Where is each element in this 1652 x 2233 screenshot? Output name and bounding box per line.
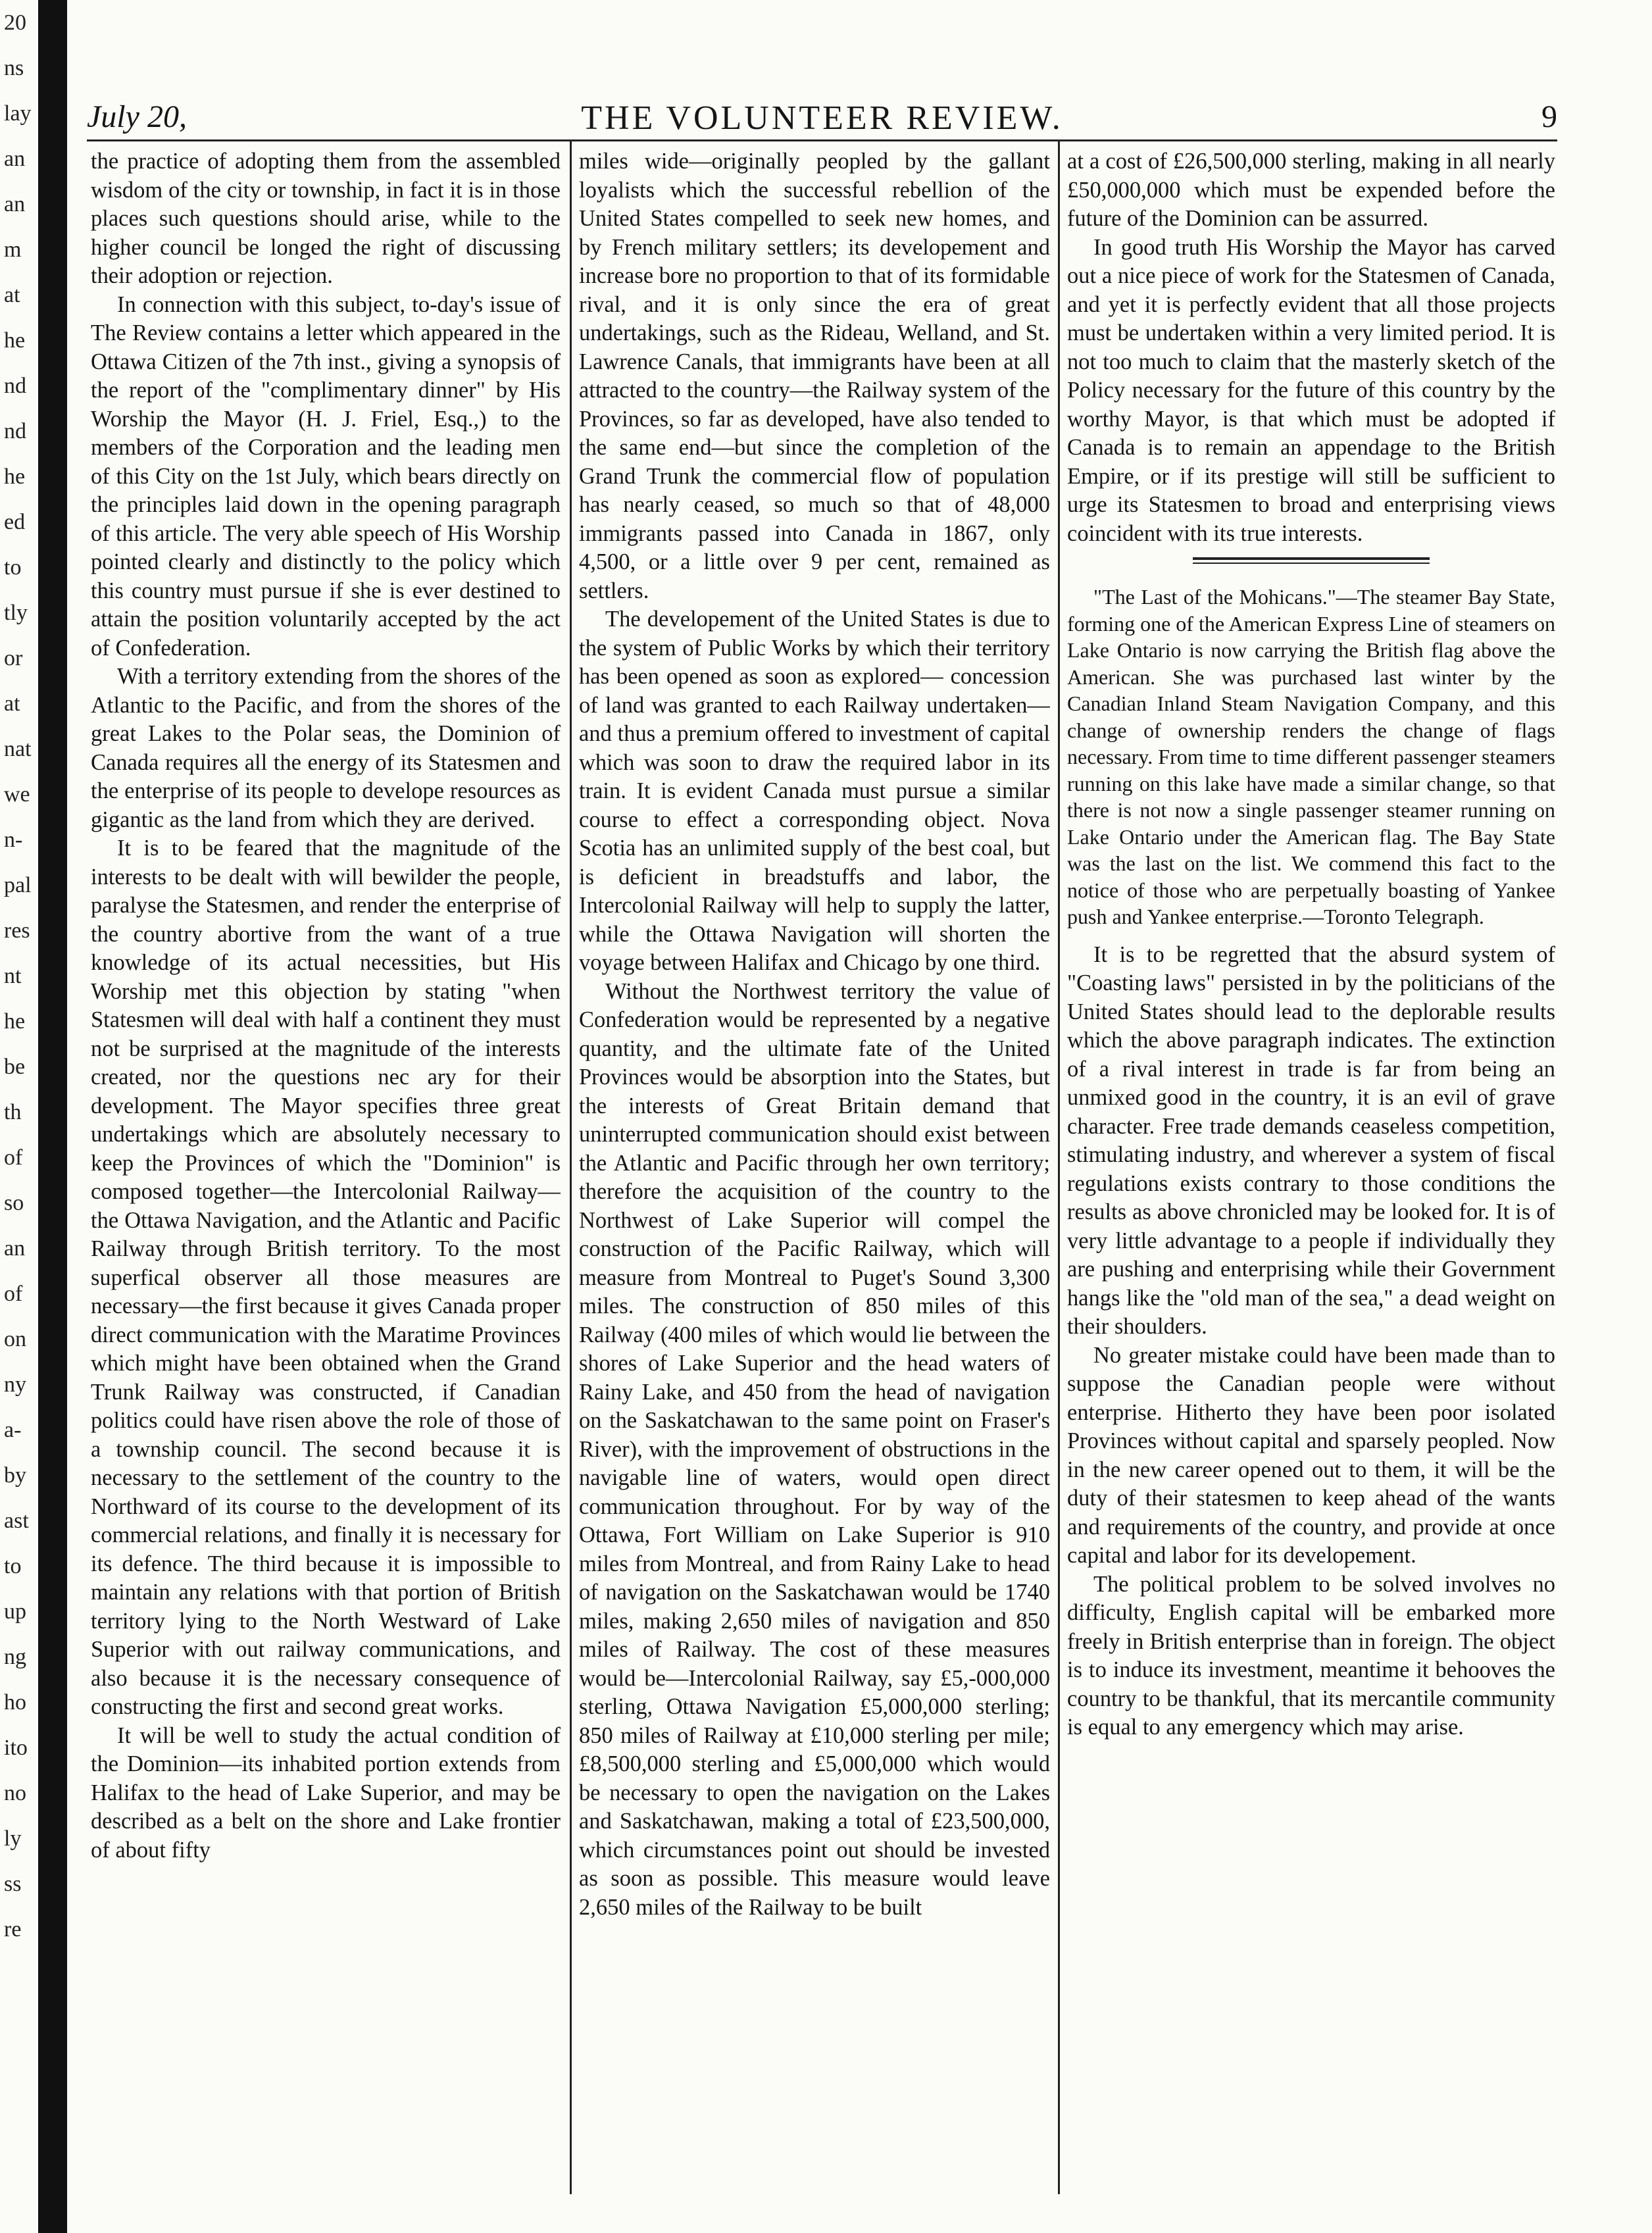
article-column-2 bbox=[579, 147, 1050, 2207]
spacer bbox=[1067, 930, 1555, 941]
paragraph: It will be well to study the actual condition of the Dominion—its inhabited portion extends from Halifax to the head of Lake Superior, and may be described as a belt on the shore and Lake frontier of about fifty bbox=[91, 1722, 561, 1863]
article-column-3 bbox=[1067, 147, 1555, 2207]
header-page-number: 9 bbox=[1541, 99, 1557, 134]
page-header bbox=[87, 99, 1557, 145]
header-rule bbox=[87, 139, 1557, 141]
paragraph: The political problem to be solved involves no difficulty, English capital will be embarked more freely in British enterprise than in foreign. The object is to induce its investment, meantime it behooves the country to be thankful, that its mercantile community is equal to any emergency which may arise. bbox=[1067, 1571, 1555, 1740]
paragraph: In connection with this subject, to-day's issue of The Review contains a letter which appeared in the Ottawa Citizen of the 7th inst., giving a synopsis of the report of the "complimentary dinner" by His Worship the Mayor (H. J. Friel, Esq.,) to the members of the Corporation and the leading men of this City on the 1st July, which bears directly on the principles laid down in the opening paragraph of this article. The very able speech of His Worship pointed clearly and distinctly to the policy which this country must pursue if she is ever destined to attain the position voluntarily accepted by the act of Confederation. bbox=[91, 291, 561, 661]
quoted-news-item: "The Last of the Mohicans."—The steamer Bay State, forming one of the American Express Line of steamers on Lake Ontario is now carrying the British flag above the American. She was purchased last winter by the Canadian Inland Steam Navigation Company, and this change of ownership renders the change of flags necessary. From time to time different passenger steamers running on this lake have made a similar change, so that there is not now a single passenger steamer running on Lake Ontario under the American flag. The Bay State was the last on the list. We commend this fact to the notice of those who are perpetually boasting of Yankee push and Yankee enterprise.—Toronto Telegraph. bbox=[1067, 585, 1555, 928]
paragraph: The developement of the United States is due to the system of Public Works by which their territory has been opened as soon as explored— concession of land was granted to each Railway undertaken—and thus a premium offered to investment of capital which was soon to draw the required labor in its train. It is evident Canada must pursue a similar course to effect a corresponding object. Nova Scotia has an unlimited supply of the best coal, but is deficient in breadstuffs and labor, the Intercolonial Railway will help to supply the latter, while the Ottawa Navigation will shorten the voyage between Halifax and Chicago by one third. bbox=[579, 607, 1050, 975]
adjacent-page-fragment: 20 ns lay an an m at he nd nd he ed to tly or at nat we n- pal res nt he be th of so an of on ny a- by ast to up ng ho ito no ly ss re bbox=[4, 11, 32, 1942]
header-title: THE VOLUNTEER REVIEW. bbox=[581, 99, 1063, 137]
paragraph: the practice of adopting them from the assembled wisdom of the city or township, in fact it is in those places such questions should arise, while to the higher council be longed the right of discussing their adoption or rejection. bbox=[91, 149, 561, 288]
paragraph: In good truth His Worship the Mayor has carved out a nice piece of work for the Statesmen of Canada, and yet it is perfectly evident that all those projects must be undertaken within a very limited period. It is not too much to claim that the masterly sketch of the Policy necessary for the future of this country by the worthy Mayor, is that which must be adopted if Canada is to remain an appendage to the British Empire, or if its prestige will still be sufficient to urge its Statesmen to broad and enterprising views coincident with its true interests. bbox=[1067, 234, 1555, 546]
paragraph: at a cost of £26,500,000 sterling, making in all nearly £50,000,000 which must be expended before the future of the Dominion can be assurred. bbox=[1067, 149, 1555, 231]
section-divider-rule bbox=[1193, 557, 1430, 564]
column-divider bbox=[1058, 141, 1060, 2194]
page-binding-shadow bbox=[38, 0, 67, 2233]
paragraph: It is to be feared that the magnitude of the interests to be dealt with will bewilder the people, paralyse the Statesmen, and render the enterprise of the country abortive from the want of a true knowledge of its actual necessities, but His Worship met this objection by stating "when Statesmen will deal with half a continent they must not be surprised at the magnitude of the interests created, nor the questions nec ary for their development. The Mayor specifies three great undertakings which are absolutely necessary to keep the Provinces of which the "Dominion" is composed together—the Intercolonial Railway—the Ottawa Navigation, and the Atlantic and Pacific Railway through British territory. To the most superfical observer all those measures are necessary—the first because it gives Canada proper direct communication with the Maratime Provinces which might have been obtained when the Grand Trunk Railway was constructed, if Canadian politics could have risen above the role of those of a township council. The second because it is necessary to the settlement of the country to the Northward of its course to the development of its commercial relations, and finally it is necessary for its defence. The third because it is impossible to maintain any relations with that portion of British territory lying to the North Westward of Lake Superior with out railway communications, and also because it is the necessary consequence of constructing the first and second great works. bbox=[91, 836, 561, 1719]
paragraph: No greater mistake could have been made than to suppose the Canadian people were without enterprise. Hitherto they have been poor isolated Provinces without capital and sparsely peopled. Now in the new career opened out to them, it will be the duty of their statesmen to keep ahead of the wants and requirements of the country, and provide at once capital and labor for its developement. bbox=[1067, 1342, 1555, 1568]
paragraph: Without the Northwest territory the value of Confederation would be represented by a negative quantity, and the ultimate fate of the United Provinces would be absorption into the States, but the interests of Great Britain demand that uninterrupted communication should exist between the Atlantic and Pacific through her own territory; therefore the acquisition of the country to the Northwest of Lake Superior will compel the construction of the Pacific Railway, which will measure from Montreal to Puget's Sound 3,300 miles. The construction of 850 miles of this Railway (400 miles of which would lie between the shores of Lake Superior and the head waters of Rainy Lake, and 450 from the head of navigation on the Saskatchawan to the same point on Fraser's River), with the improvement of obstructions in the navigable line of waters, would open direct communication throughout. For by way of the Ottawa, Fort William on Lake Superior is 910 miles from Montreal, and from Rainy Lake to head of navigation on the Saskatchawan would be 1740 miles, making 2,650 miles of navigation and 850 miles of Railway. The cost of these measures would be—Intercolonial Railway, say £5,-000,000 sterling, Ottawa Navigation £5,000,000 sterling; 850 miles of Railway at £10,000 sterling per mile; £8,500,000 sterling and £5,000,000 which would be necessary to open the navigation on the Lakes and Saskatchawan, making a total of £23,500,000, which circumstances point out should be invested as soon as possible. This measure would leave 2,650 miles of the Railway to be built bbox=[579, 978, 1050, 1920]
paragraph: It is to be regretted that the absurd system of "Coasting laws" persisted in by the politicians of the United States should lead to the deplorable results which the above paragraph indicates. The extinction of a rival interest in trade is far from being an unmixed good in the country, it is an evil of grave character. Free trade demands ceaseless competition, stimulating industry, and wherever a system of fiscal regulations exists contrary to those conditions the results as above chronicled may be looked for. It is of very little advantage to a people if individually they are pushing and enterprising while their Government hangs like the "old man of the sea," a dead weight on their shoulders. bbox=[1067, 941, 1555, 1339]
paragraph: With a territory extending from the shores of the Atlantic to the Pacific, and from the shores of the great Lakes to the Polar seas, the Dominion of Canada requires all the energy of its Statesmen and the enterprise of its people to develope resources as gigantic as the land from which they are derived. bbox=[91, 664, 561, 832]
paragraph: miles wide—originally peopled by the gallant loyalists which the successful rebellion of the United States compelled to seek new homes, and by French military settlers; its developement and increase bore no proportion to that of its formidable rival, and it is only since the era of great undertakings, such as the Rideau, Welland, and St. Lawrence Canals, that immigrants have been at all attracted to the country—the Railway system of the Provinces, so far as developed, have also tended to the same end—but since the completion of the Grand Trunk the commercial flow of population has nearly ceased, so much so that of 48,000 immigrants passed into Canada in 1867, only 4,500, or a little over 9 per cent, remained as settlers. bbox=[579, 149, 1050, 603]
column-divider bbox=[570, 141, 572, 2194]
header-date: July 20, bbox=[87, 99, 187, 134]
article-column-1 bbox=[91, 147, 561, 2207]
